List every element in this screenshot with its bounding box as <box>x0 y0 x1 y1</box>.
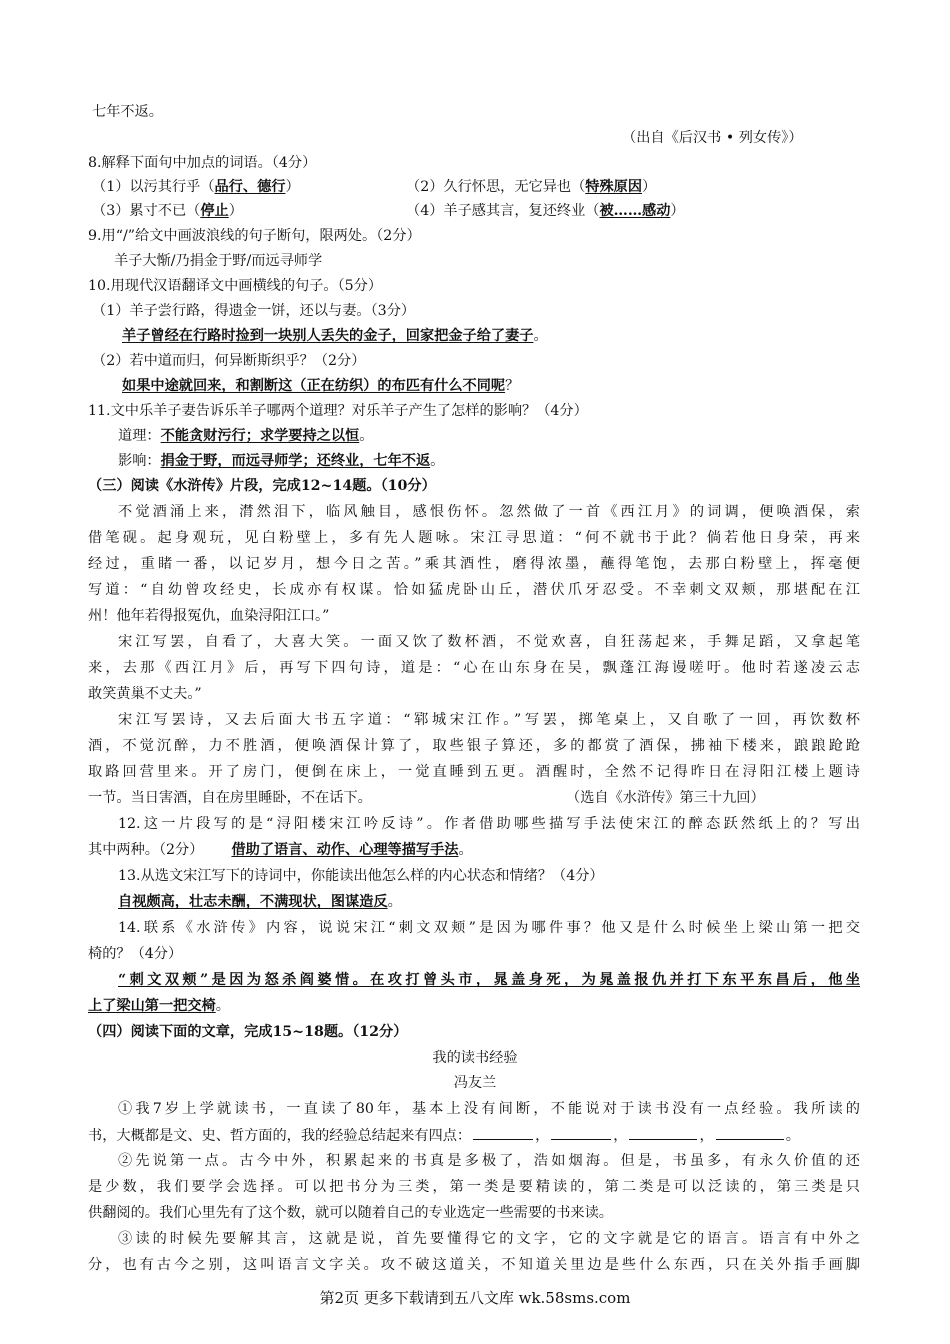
text: 酒，不觉沉醉，力不胜酒，便唤酒保计算了，取些银子算还，多的都赏了酒保，拂袖下楼来，踉踉跄跄 <box>88 738 860 754</box>
article-author <box>0 1073 950 1093</box>
question-14-cont <box>88 944 182 964</box>
page-footer <box>0 1288 950 1308</box>
section-3-heading <box>88 476 436 496</box>
text: 不觉酒涌上来，潸然泪下，临风触目，感恨伤怀。忽然做了一首《西江月》的词调，便唤酒保，索 <box>118 504 860 520</box>
section-4-heading <box>88 1022 407 1042</box>
answer-text: 自视颇高，壮志未酬，不满现状，图谋造反 <box>118 894 388 910</box>
question-14 <box>118 918 860 938</box>
text: 。 <box>359 428 374 444</box>
text: （三）阅读《水浒传》片段，完成12~14题。（10分） <box>88 478 436 494</box>
article-line <box>88 1255 860 1275</box>
text: 书，大概都是文、史、哲方面的，我的经验总结起来有四点： <box>88 1128 472 1144</box>
question-10 <box>88 276 382 296</box>
text: 来，去那《西江月》后，再写下四句诗，道是：“心在山东身在吴，飘蓬江海谩嗟吁。他时若遂凌云志 <box>88 660 860 676</box>
text: ？ <box>505 378 520 394</box>
article-line <box>118 1151 860 1171</box>
passage-line <box>88 606 329 626</box>
question-9-answer <box>114 251 322 271</box>
text: 影响： <box>118 453 161 469</box>
question-10-answer-1 <box>122 326 548 346</box>
text: 敢笑黄巢不丈夫。” <box>88 686 202 702</box>
text: 12.这一片段写的是“浔阳楼宋江吟反诗”。作者借助哪些描写手法使宋江的醉态跃然纸上的？写出 <box>118 816 860 832</box>
question-14-answer <box>118 970 860 990</box>
source-citation <box>622 128 803 148</box>
question-12 <box>118 814 860 834</box>
text: （1）羊子尝行路，得遗金一饼，还以与妻。（3分） <box>92 303 416 319</box>
text-line <box>92 102 163 122</box>
passage-line <box>88 528 860 548</box>
text: 。 <box>430 453 445 469</box>
text: 是少数，我们要学会选择。可以把书分为三类，第一类是要精读的，第二类是可以泛读的，第三类是只 <box>88 1179 860 1195</box>
text: 分，也有古今之别，这叫语言文字关。攻不破这道关，不知道关里边是些什么东西，只在关外指手画脚 <box>88 1257 860 1273</box>
question-9 <box>88 226 421 246</box>
article-line <box>88 1125 800 1146</box>
question-12-cont <box>88 840 473 860</box>
answer-text: 如果中途就回来，和割断这（正在纺织）的布匹有什么不同呢 <box>122 378 506 394</box>
passage-line <box>88 554 860 574</box>
question-10-answer-2 <box>122 376 519 396</box>
text: 椅的？（4分） <box>88 946 183 962</box>
answer-text: 上了梁山第一把交椅 <box>88 998 216 1014</box>
question-10-item-1 <box>92 301 415 321</box>
text: 9.用“/”给文中画波浪线的句子断句，限两处。（2分） <box>88 228 421 244</box>
text: 取路回营里来。开了房门，便倒在床上，一觉直睡到五更。酒醒时，全然不记得昨日在浔阳江楼上题诗 <box>88 764 860 780</box>
text: 14.联系《水浒传》内容，说说宋江“刺文双颊”是因为哪件事？他又是什么时候坐上梁山第一把交 <box>118 920 860 936</box>
question-8-item-4 <box>406 201 685 221</box>
text: 羊子大惭/乃捐金于野/而远寻师学 <box>114 253 323 269</box>
text: （3）累寸不已（ <box>92 203 201 219</box>
text: 。 <box>458 842 473 858</box>
article-title <box>0 1048 950 1068</box>
fill-blank[interactable] <box>551 1125 611 1140</box>
question-8-item-2 <box>406 177 656 197</box>
text: ②先说第一点。古今中外，积累起来的书真是多极了，浩如烟海。但是，书虽多，有永久价值的还 <box>118 1153 860 1169</box>
passage-line <box>88 736 860 756</box>
article-line <box>88 1203 613 1223</box>
text: 写道：“自幼曾攻经史，长成亦有权谋。恰如猛虎卧山丘，潜伏爪牙忍受。不幸刺文双颊，那堪配在江 <box>88 582 860 598</box>
passage-line <box>118 502 860 522</box>
text: 经过，重睹一番，以记岁月，想今日之苦。”乘其酒性，磨得浓墨，蘸得笔饱，去那白粉壁上，挥毫便 <box>88 556 860 572</box>
text: （选自《水浒传》第三十九回） <box>566 790 765 806</box>
text: ③读的时候先要解其言，这就是说，首先要懂得它的文字，它的文字就是它的语言。语言有中外之 <box>118 1231 860 1247</box>
article-line <box>118 1229 860 1249</box>
answer-text: 停止 <box>200 203 229 219</box>
text: 10.用现代汉语翻译文中画横线的句子。（5分） <box>88 278 383 294</box>
article-line <box>88 1177 860 1197</box>
passage-line <box>88 580 860 600</box>
question-11-answer-reason <box>118 426 373 446</box>
text: 冯友兰 <box>453 1075 497 1091</box>
text: ） <box>285 179 300 195</box>
answer-text: 特殊原因 <box>585 179 643 195</box>
text: 13.从选文宋江写下的诗词中，你能读出他怎么样的内心状态和情绪？（4分） <box>118 868 604 884</box>
text: 借笔砚。起身观玩，见白粉壁上，多有先人题咏。宋江寻思道：“何不就书于此？倘若他日身荣，再来 <box>88 530 860 546</box>
text: 。 <box>533 328 548 344</box>
text: （4）羊子感其言，复还终业（ <box>406 203 600 219</box>
text: ） <box>670 203 685 219</box>
fill-blank[interactable] <box>629 1125 697 1140</box>
text: 11.文中乐羊子妻告诉乐羊子哪两个道理？对乐羊子产生了怎样的影响？（4分） <box>88 403 588 419</box>
text: 。 <box>215 998 230 1014</box>
text: ） <box>642 179 657 195</box>
answer-text: “刺文双颊”是因为怒杀阎婆惜。在攻打曾头市，晁盖身死，为晁盖报仇并打下东平东昌后，他坐 <box>118 972 860 988</box>
text: （出自《后汉书 • 列女传》） <box>622 130 803 146</box>
question-8-item-3 <box>92 201 243 221</box>
text: （1）以污其行乎（ <box>92 179 215 195</box>
text: 我的读书经验 <box>432 1050 518 1066</box>
question-11-answer-effect <box>118 451 444 471</box>
article-line <box>118 1099 860 1119</box>
text: （2）若中道而归，何异断斯织乎？（2分） <box>92 353 366 369</box>
passage-line <box>88 788 372 808</box>
answer-text: 羊子曾经在行路时捡到一块别人丢失的金子，回家把金子给了妻子 <box>122 328 534 344</box>
passage-line <box>118 710 860 730</box>
passage-line <box>88 762 860 782</box>
answer-text: 借助了语言、动作、心理等描写手法 <box>231 842 459 858</box>
text: （2）久行怀思，无它异也（ <box>406 179 586 195</box>
text: 宋江写罢，自看了，大喜大笑。一面又饮了数杯酒，不觉欢喜，自狂荡起来，手舞足蹈，又拿起笔 <box>118 634 860 650</box>
question-10-item-2 <box>92 351 365 371</box>
answer-text: 捐金于野，而远寻师学；还终业，七年不返 <box>160 453 431 469</box>
text: 第2页 更多下载请到五八文库 wk.58sms.com <box>319 1289 631 1307</box>
passage-source <box>566 788 765 808</box>
text: 道理： <box>118 428 161 444</box>
text: 州！他年若得报冤仇，血染浔阳江口。” <box>88 608 330 624</box>
passage-line <box>88 658 860 678</box>
text: 。 <box>387 894 402 910</box>
fill-blank[interactable] <box>716 1125 784 1140</box>
question-11 <box>88 401 588 421</box>
text: 一节。当日害酒，自在房里睡卧，不在话下。 <box>88 790 372 806</box>
text: 七年不返。 <box>92 104 163 120</box>
text: 。 <box>785 1128 800 1144</box>
fill-blank[interactable] <box>473 1125 533 1140</box>
question-8-item-1 <box>92 177 300 197</box>
answer-text: 不能贪财污行；求学要持之以恒 <box>160 428 360 444</box>
text: ①我7岁上学就读书，一直读了80年，基本上没有间断，不能说对于读书没有一点经验。我所读的 <box>118 1101 860 1117</box>
text: 8.解释下面句中加点的词语。（4分） <box>88 155 317 171</box>
text: 供翻阅的。我们心里先有了这个数，就可以随着自己的专业选定一些需要的书来读。 <box>88 1205 613 1221</box>
text: ） <box>228 203 243 219</box>
question-14-answer-cont <box>88 996 230 1016</box>
question-13-answer <box>118 892 402 912</box>
text: ， <box>699 1128 714 1144</box>
text: 其中两种。（2分） <box>88 842 204 858</box>
passage-line <box>88 684 202 704</box>
question-8 <box>88 153 316 173</box>
text: ， <box>613 1128 628 1144</box>
passage-line <box>118 632 860 652</box>
text: （四）阅读下面的文章，完成15~18题。（12分） <box>88 1024 408 1040</box>
answer-text: 被……感动 <box>599 203 671 219</box>
text: 宋江写罢诗，又去后面大书五字道：“郓城宋江作。”写罢，掷笔桌上，又自歌了一回，再饮数杯 <box>118 712 860 728</box>
question-13 <box>118 866 604 886</box>
text: ， <box>535 1128 550 1144</box>
answer-text: 品行、德行 <box>214 179 286 195</box>
